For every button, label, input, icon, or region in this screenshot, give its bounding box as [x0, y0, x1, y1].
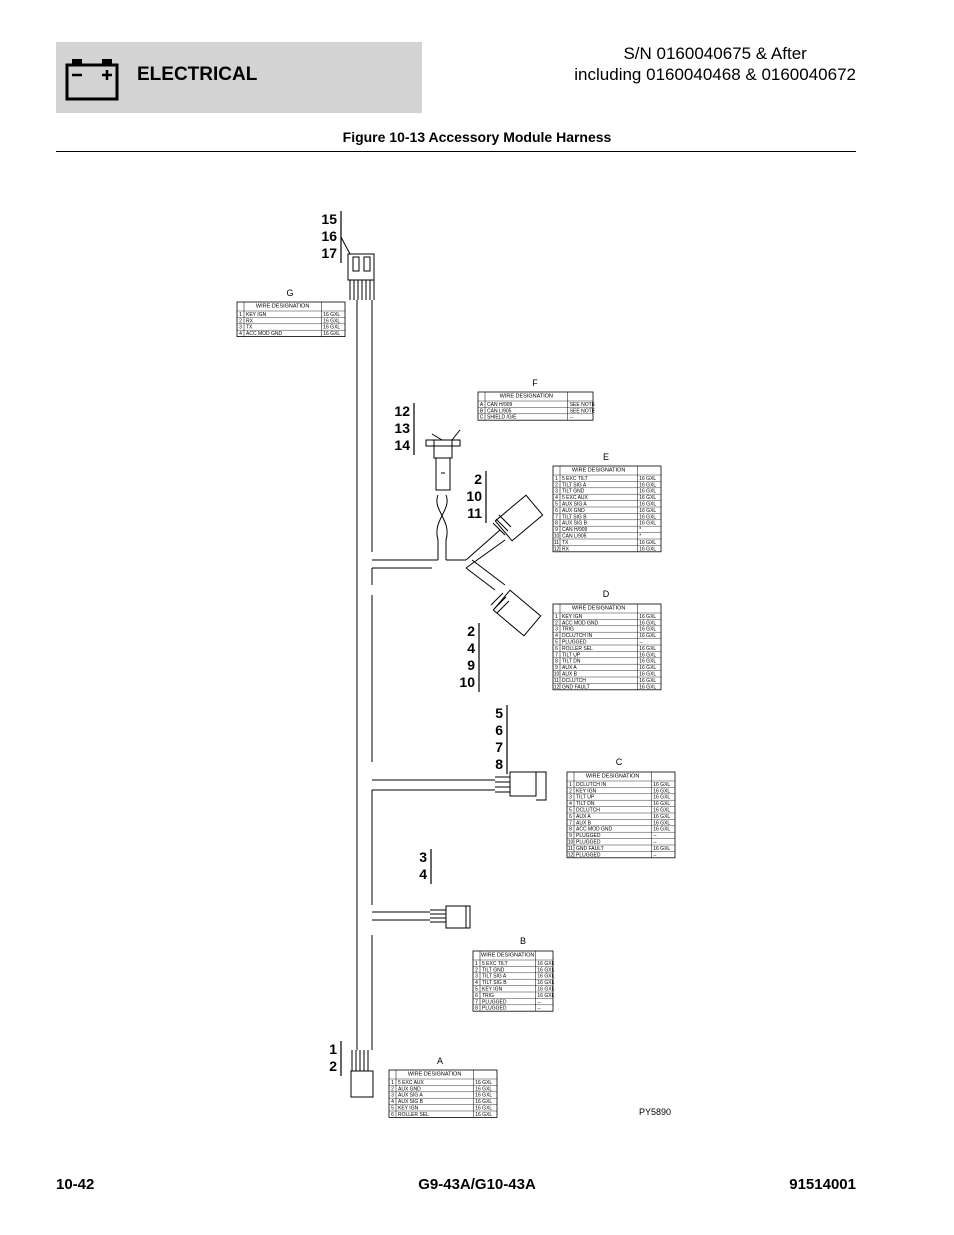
pin-cell: 3: [555, 488, 558, 495]
callout-group-d: [459, 623, 479, 692]
gauge-cell: 16 GXL: [653, 781, 671, 788]
gauge-cell: 16 GXL: [653, 813, 671, 820]
gauge-cell: --: [653, 833, 657, 840]
callout-number: 2: [474, 471, 482, 487]
model-number: G9-43A/G10-43A: [418, 1176, 536, 1193]
pin-cell: 6: [391, 1111, 394, 1118]
designation-cell: TILT UP: [576, 794, 595, 801]
designation-cell: AUX GND: [398, 1086, 421, 1093]
designation-cell: ROLLER SEL: [398, 1111, 429, 1118]
gauge-cell: 16 GXL: [537, 973, 555, 980]
callout-number: 2: [467, 623, 475, 639]
callout-number: 4: [419, 866, 427, 882]
designation-cell: TILT SIG A: [562, 482, 587, 489]
pin-cell: 9: [555, 527, 558, 534]
pin-cell: 9: [569, 833, 572, 840]
designation-cell: KEY IGN: [576, 788, 597, 795]
connector-b-body: [446, 906, 466, 928]
gauge-cell: 16 GXL: [639, 520, 657, 527]
gauge-cell: 16 GXL: [653, 826, 671, 833]
gauge-cell: 16 GXL: [537, 960, 555, 967]
designation-cell: TILT UP: [562, 652, 581, 659]
gauge-cell: 16 GXL: [639, 626, 657, 633]
designation-cell: RX: [562, 546, 569, 553]
pin-cell: 11: [553, 677, 560, 684]
document-number: 91514001: [789, 1176, 856, 1193]
pin-cell: 1: [239, 311, 242, 318]
serial-line-1: S/N 0160040675 & After: [623, 44, 807, 63]
callout-number: 16: [321, 228, 337, 244]
gauge-cell: 16 GXL: [537, 980, 555, 987]
connector-c-body: [510, 772, 536, 796]
pin-cell: 6: [475, 992, 478, 999]
designation-cell: CAN H/909: [487, 401, 513, 408]
callout-number: 11: [467, 505, 482, 521]
pin-cell: 1: [555, 613, 558, 620]
connector-letter: C: [615, 757, 623, 767]
designation-cell: TX: [246, 324, 253, 331]
gauge-cell: 16 GXL: [639, 514, 657, 521]
gauge-cell: 16 GXL: [475, 1105, 493, 1112]
gauge-cell: 16 GXL: [639, 677, 657, 684]
designation-cell: PLUGGED: [482, 1005, 507, 1012]
gauge-cell: 16 GXL: [537, 986, 555, 993]
gauge-cell: 16 GXL: [639, 475, 657, 482]
callout-group-f: [394, 403, 414, 455]
pin-cell: 4: [391, 1099, 394, 1106]
callout-number: 10: [459, 674, 475, 690]
callout-group-e: [466, 471, 486, 523]
designation-cell: AUX SIG A: [562, 501, 587, 508]
designation-cell: DCLUTCH: [562, 677, 586, 684]
pin-cell: 5: [555, 639, 558, 646]
connector-a-body: [351, 1071, 373, 1097]
pin-cell: 10: [553, 671, 560, 678]
designation-cell: TILT DN: [576, 801, 595, 808]
designation-cell: 5 EXC TILT: [562, 475, 588, 482]
designation-cell: ACC MOD GND: [246, 331, 283, 338]
designation-cell: TRIG: [482, 992, 494, 999]
gauge-cell: --: [639, 639, 643, 646]
gauge-cell: 16 GXL: [653, 807, 671, 814]
connector-letter: F: [532, 378, 538, 388]
pin-cell: 12: [553, 684, 560, 691]
connector-d-body: [493, 590, 540, 636]
table-header-designation: WIRE DESIGNATION: [571, 605, 626, 612]
callout-number: 3: [419, 849, 427, 865]
designation-cell: KEY IGN: [398, 1105, 419, 1112]
gauge-cell: 16 GXL: [639, 620, 657, 627]
designation-cell: RX: [246, 318, 253, 325]
connector-f-body: [434, 440, 452, 458]
pin-cell: 1: [569, 781, 572, 788]
pin-cell: 11: [553, 539, 560, 546]
designation-cell: CAN L/905: [487, 408, 512, 415]
callout-number: 1: [329, 1041, 337, 1057]
callout-group-a: [329, 1041, 341, 1076]
connector-letter: B: [519, 936, 527, 946]
designation-cell: AUX GND: [562, 507, 585, 514]
gauge-cell: 16 GXL: [639, 633, 657, 640]
gauge-cell: 16 GXL: [639, 488, 657, 495]
pin-cell: 2: [239, 318, 242, 325]
pin-cell: 10: [567, 839, 574, 846]
gauge-cell: 16 GXL: [475, 1111, 493, 1118]
gauge-cell: 16 GXL: [323, 324, 341, 331]
designation-cell: DCLUTCH: [576, 807, 600, 814]
page-number: 10-42: [56, 1176, 95, 1193]
designation-cell: AUX B: [576, 820, 592, 827]
designation-cell: GND FAULT: [562, 684, 590, 691]
designation-cell: 5 EXC AUX: [562, 495, 588, 502]
callout-number: 13: [394, 420, 410, 436]
pin-table-E: [553, 452, 661, 552]
callout-number: 10: [466, 488, 482, 504]
serial-line-2: including 0160040468 & 0160040672: [574, 65, 856, 84]
gauge-cell: *: [639, 533, 642, 540]
gauge-cell: 16 GXL: [475, 1086, 493, 1093]
designation-cell: AUX A: [576, 813, 591, 820]
designation-cell: 5 EXC TILT: [482, 960, 508, 967]
pin-cell: 7: [475, 999, 478, 1006]
table-header-designation: WIRE DESIGNATION: [255, 303, 310, 310]
callout-number: 15: [321, 211, 337, 227]
connector-letter: D: [602, 589, 610, 599]
designation-cell: GND FAULT: [576, 845, 604, 852]
table-header-designation: WIRE DESIGNATION: [499, 393, 554, 400]
pin-cell: 3: [569, 794, 572, 801]
pin-cell: 11: [567, 845, 574, 852]
designation-cell: ACC MOD GND: [562, 620, 599, 627]
gauge-cell: --: [537, 999, 541, 1006]
gauge-cell: 16 GXL: [653, 794, 671, 801]
gauge-cell: 16 GXL: [653, 788, 671, 795]
branch-c-wire: [372, 780, 495, 790]
pin-cell: 7: [555, 652, 558, 659]
designation-cell: PLUGGED: [482, 999, 507, 1006]
callout-number: 2: [329, 1058, 337, 1074]
designation-cell: PLUGGED: [576, 833, 601, 840]
pin-cell: 2: [569, 788, 572, 795]
table-header-designation: WIRE DESIGNATION: [585, 773, 640, 780]
pin-cell: 2: [475, 967, 478, 974]
gauge-cell: 16 GXL: [475, 1079, 493, 1086]
designation-cell: TILT SIG B: [562, 514, 587, 521]
pin-cell: 5: [391, 1105, 394, 1112]
pin-cell: 6: [555, 645, 558, 652]
gauge-cell: 16 GXL: [323, 318, 341, 325]
gauge-cell: 16 GXL: [639, 652, 657, 659]
gauge-cell: 16 GXL: [323, 331, 341, 338]
callout-number: 14: [394, 437, 410, 453]
pin-cell: 2: [555, 482, 558, 489]
pin-cell: 7: [569, 820, 572, 827]
pin-cell: 8: [555, 520, 558, 527]
gauge-cell: *: [639, 527, 642, 534]
gauge-cell: 16 GXL: [639, 613, 657, 620]
callout-number: 5: [495, 705, 503, 721]
pin-cell: 4: [555, 495, 558, 502]
pin-cell: 3: [391, 1092, 394, 1099]
pin-cell: 12: [553, 546, 560, 553]
designation-cell: TILT GND: [562, 488, 585, 495]
table-header-designation: WIRE DESIGNATION: [407, 1071, 462, 1078]
callout-number: 8: [495, 756, 503, 772]
table-header-designation: WIRE DESIGNATION: [481, 952, 535, 959]
gauge-cell: 16 GXL: [653, 820, 671, 827]
gauge-cell: 16 GXL: [537, 967, 555, 974]
pin-cell: 12: [567, 852, 574, 859]
branch-b-wire: [372, 912, 430, 920]
pin-cell: 6: [569, 813, 572, 820]
section-title: ELECTRICAL: [137, 64, 258, 85]
gauge-cell: 16 GXL: [639, 684, 657, 691]
pin-cell: 9: [555, 665, 558, 672]
pin-cell: C: [479, 414, 484, 421]
pin-cell: 3: [239, 324, 242, 331]
pin-cell: 5: [475, 986, 478, 993]
pin-cell: 7: [555, 514, 558, 521]
pin-cell: 2: [391, 1086, 394, 1093]
gauge-cell: 16 GXL: [639, 665, 657, 672]
gauge-cell: 16 GXL: [639, 495, 657, 502]
figure-title: Figure 10-13 Accessory Module Harness: [342, 129, 612, 145]
pin-cell: 1: [555, 475, 558, 482]
pin-cell: 4: [239, 331, 242, 338]
designation-cell: TILT SIG B: [482, 980, 507, 987]
gauge-cell: 16 GXL: [537, 992, 555, 999]
callout-number: 4: [467, 640, 475, 656]
callout-number: 12: [394, 403, 410, 419]
gauge-cell: 16 GXL: [639, 645, 657, 652]
designation-cell: KEY IGN: [246, 311, 267, 318]
callout-group-c: [495, 705, 507, 774]
gauge-cell: SEE NOTE: [569, 401, 595, 408]
pin-cell: 4: [475, 980, 478, 987]
gauge-cell: 16 GXL: [475, 1092, 493, 1099]
designation-cell: TILT DN: [562, 658, 581, 665]
pin-cell: 8: [555, 658, 558, 665]
connector-letter: G: [286, 288, 294, 298]
pin-cell: 3: [475, 973, 478, 980]
gauge-cell: 16 GXL: [639, 539, 657, 546]
callout-number: 17: [321, 245, 337, 261]
pin-cell: 2: [555, 620, 558, 627]
designation-cell: CAN L/905: [562, 533, 587, 540]
designation-cell: AUX SIG B: [398, 1099, 424, 1106]
gauge-cell: SEE NOTE: [569, 408, 595, 415]
gauge-cell: 16 GXL: [653, 801, 671, 808]
branch-f-wire: [438, 540, 446, 560]
designation-cell: ACC MOD GND: [576, 826, 613, 833]
designation-cell: AUX SIG B: [562, 520, 588, 527]
drawing-id: PY5890: [638, 1107, 672, 1117]
pin-table-D: [553, 589, 661, 690]
pin-cell: 4: [569, 801, 572, 808]
designation-cell: DCLUTCH IN: [576, 781, 607, 788]
pin-cell: 4: [555, 633, 558, 640]
designation-cell: SHIELD /G/E: [487, 414, 517, 421]
pin-cell: 1: [475, 960, 478, 967]
designation-cell: 5 EXC AUX: [398, 1079, 424, 1086]
pin-cell: 10: [553, 533, 560, 540]
designation-cell: TILT SIG A: [482, 973, 507, 980]
gauge-cell: --: [653, 852, 657, 859]
table-header-designation: WIRE DESIGNATION: [571, 467, 626, 474]
gauge-cell: 16 GXL: [639, 507, 657, 514]
gauge-cell: 16 GXL: [639, 482, 657, 489]
pin-table-A: [389, 1056, 497, 1118]
callout-number: 7: [495, 739, 503, 755]
designation-cell: TX: [562, 539, 569, 546]
connector-letter: E: [602, 452, 610, 462]
gauge-cell: 16 GXL: [639, 658, 657, 665]
pin-cell: 8: [475, 1005, 478, 1012]
pin-cell: 3: [555, 626, 558, 633]
callout-group-b: [419, 849, 431, 884]
gauge-cell: 16 GXL: [475, 1099, 493, 1106]
pin-cell: 5: [555, 501, 558, 508]
designation-cell: AUX SIG A: [398, 1092, 423, 1099]
pin-table-G: [237, 288, 345, 337]
designation-cell: PLUGGED: [562, 639, 587, 646]
gauge-cell: --: [653, 839, 657, 846]
designation-cell: TRIG: [562, 626, 574, 633]
pin-cell: 1: [391, 1079, 394, 1086]
designation-cell: ROLLER SEL: [562, 645, 593, 652]
pin-cell: B: [479, 408, 484, 415]
gauge-cell: 16 GXL: [639, 671, 657, 678]
callout-number: 9: [467, 657, 475, 673]
designation-cell: AUX A: [562, 665, 577, 672]
gauge-cell: --: [537, 1005, 541, 1012]
pin-table-F: [478, 378, 596, 421]
main-trunk: [357, 300, 372, 1050]
designation-cell: AUX B: [562, 671, 578, 678]
gauge-cell: 16 GXL: [323, 311, 341, 318]
pin-cell: 6: [555, 507, 558, 514]
designation-cell: TILT GND: [482, 967, 505, 974]
gauge-cell: 16 GXL: [639, 546, 657, 553]
designation-cell: PLUGGED: [576, 852, 601, 859]
pin-cell: 8: [569, 826, 572, 833]
connector-letter: A: [436, 1056, 444, 1066]
designation-cell: KEY IGN: [562, 613, 583, 620]
pin-cell: A: [479, 401, 484, 408]
pin-table-B: [473, 936, 555, 1012]
gauge-cell: 16 GXL: [653, 845, 671, 852]
designation-cell: CAN H/909: [562, 527, 588, 534]
pin-table-C: [567, 757, 675, 858]
pin-cell: 5: [569, 807, 572, 814]
designation-cell: DCLUTCH IN: [562, 633, 593, 640]
designation-cell: PLUGGED: [576, 839, 601, 846]
callout-number: 6: [495, 722, 503, 738]
callout-group-top: [321, 211, 341, 263]
gauge-cell: --: [569, 414, 574, 421]
designation-cell: KEY IGN: [482, 986, 503, 993]
gauge-cell: 16 GXL: [639, 501, 657, 508]
